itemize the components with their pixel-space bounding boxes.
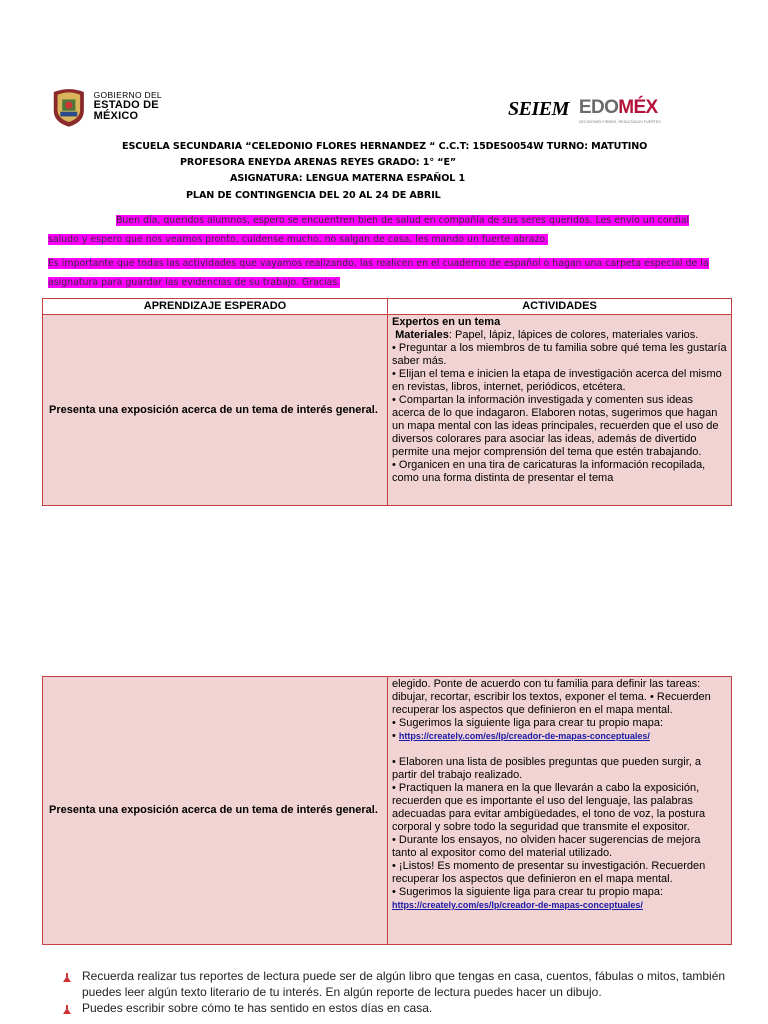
activity-bullet: • Elaboren una lista de posibles preguntas que pueden surgir, a partir del trabajo realizado. <box>392 756 702 781</box>
table-header-row <box>43 299 732 315</box>
activity-bullet: • Organicen en una tira de caricaturas la información recopilada, como una forma distinta de presentar el tema <box>392 459 706 484</box>
activity-text: elegido. Ponte de acuerdo con tu familia para definir las tareas: dibujar, recortar, escribir los textos, exponer el tema. • Recuerden recuperar los aspectos que definieron en el mapa mental. <box>392 678 711 716</box>
plan-table-2 <box>42 676 732 945</box>
col-aprendizaje-header: APRENDIZAJE ESPERADO <box>43 299 388 315</box>
header-teacher: PROFESORA ENEYDA ARENAS REYES GRADO: 1° “E” <box>180 157 457 168</box>
materiales-text: : Papel, lápiz, lápices de colores, materiales varios. <box>448 329 699 341</box>
actividades-cell <box>388 677 732 945</box>
reminder-text: Recuerda realizar tus reportes de lectura puede ser de algún libro que tengas en casa, cuentos, fábulas o mitos, también puedes leer algún texto literario de tu interés. En algún reporte de lectura puedes hacer un dibujo. <box>82 969 726 999</box>
greeting-line1: Buen día, queridos alumnos, espero se encuentren bien de salud en compañía de sus seres queridos. Les envío un cordial <box>116 215 690 226</box>
link-bullet: • <box>392 730 399 742</box>
greeting-line2: saludo y espero que nos veamos pronto, cuídense mucho, no salgan de casa, les mando un fuerte abrazo. <box>48 234 548 245</box>
instructions-line1: Es importante que todas las actividades que vayamos realizando, las realicen en el cuaderno de español o hagan una carpeta especial de la <box>48 258 709 269</box>
activity-title: Expertos en un tema <box>392 316 501 328</box>
creately-link[interactable]: https://creately.com/es/lp/creador-de-mapas-conceptuales/ <box>398 731 650 741</box>
list-item <box>62 968 742 1000</box>
seiem-wordmark: SEIEM <box>508 98 569 120</box>
reminder-text: Puedes escribir sobre cómo te has sentido en estos días en casa. <box>82 1001 433 1015</box>
creately-link[interactable]: https://creately.com/es/lp/creador-de-mapas-conceptuales/ <box>392 900 643 910</box>
activity-bullet: • Durante los ensayos, no olviden hacer sugerencias de mejora tanto al expositor como del material utilizado. <box>392 834 701 859</box>
plan-table-1 <box>42 298 732 506</box>
activity-bullet: • Preguntar a los miembros de tu familia sobre qué tema les gustaría saber más. <box>392 342 727 367</box>
edomex-wordmark <box>579 96 662 120</box>
edomex-x: MÉX <box>618 97 658 118</box>
gobierno-line2: ESTADO DE MÉXICO <box>93 98 159 123</box>
intro-instructions <box>48 254 732 292</box>
header-plan: PLAN DE CONTINGENCIA DEL 20 AL 24 DE ABRIL <box>186 190 441 201</box>
header-subject: ASIGNATURA: LENGUA MATERNA ESPAÑOL 1 <box>230 173 466 184</box>
col-actividades-header: ACTIVIDADES <box>388 299 732 315</box>
edomex-tagline: DECISIONES FIRMES, RESULTADOS FUERTES. <box>578 120 662 124</box>
instructions-line2: asignatura para guardar las evidencias de su trabajo. Gracias. <box>48 277 341 288</box>
reminder-list <box>62 968 742 1019</box>
aprendizaje-cell: Presenta una exposición acerca de un tema de interés general. <box>43 677 388 945</box>
table-row <box>43 315 732 506</box>
edomex-pre: EDO <box>578 97 619 118</box>
activity-bullet: • Sugerimos la siguiente liga para crear tu propio mapa: <box>392 717 664 729</box>
spacer <box>392 743 727 756</box>
link-line <box>392 730 727 743</box>
header-school: ESCUELA SECUNDARIA “CELEDONIO FLORES HERNANDEZ “ C.C.T: 15DES0054W TURNO: MATUTINO <box>122 141 648 152</box>
materiales-label: Materiales <box>395 329 449 341</box>
gobierno-line1: GOBIERNO DEL <box>93 89 162 100</box>
intro-greeting <box>48 211 732 249</box>
actividades-cell <box>388 315 732 506</box>
table-row <box>43 677 732 945</box>
state-shield-icon <box>50 85 88 129</box>
activity-bullet: • Compartan la información investigada y comenten sus ideas acerca de lo que indagaron. Elaboren notas, sugerimos que hagan un mapa mental con las ideas principales, recuerden que el uso de diversos colorares para asociar las ideas, además de divertido permite una mejor comprensión del tema que estén trabajando. <box>392 394 719 458</box>
materiales-line <box>392 329 727 342</box>
link-line <box>392 899 727 912</box>
gobierno-logo <box>50 84 200 130</box>
aprendizaje-cell: Presenta una exposición acerca de un tema de interés general. <box>43 315 388 506</box>
arrow-bullet-icon <box>62 968 82 987</box>
seiem-edomex-logo <box>508 96 662 136</box>
activity-bullet: • Practiquen la manera en la que llevarán a cabo la exposición, recuerden que es importante el uso del lenguaje, las palabras adecuadas para evitar ambigüedades, el tono de voz, la postura corporal y sobre todo la seguridad que transmite el expositor. <box>392 782 706 833</box>
list-item <box>62 1000 742 1019</box>
activity-bullet: • Elijan el tema e inicien la etapa de investigación acerca del mismo en revistas, libros, internet, periódicos, etcétera. <box>392 368 722 393</box>
arrow-bullet-icon <box>62 1000 82 1019</box>
activity-bullet: • ¡Listos! Es momento de presentar su investigación. Recuerden recuperar los aspectos que definieron en el mapa mental. <box>392 860 706 885</box>
activity-bullet: • Sugerimos la siguiente liga para crear tu propio mapa: <box>392 886 664 898</box>
